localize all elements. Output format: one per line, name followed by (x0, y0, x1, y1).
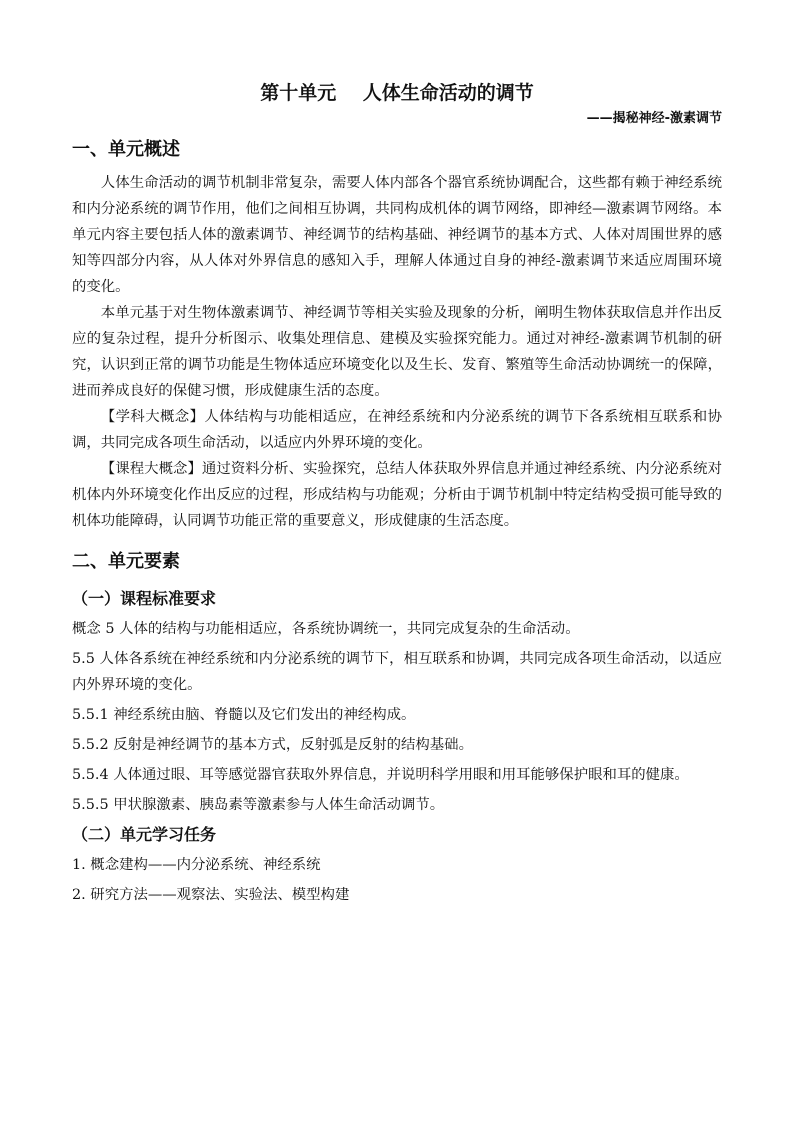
section-heading-elements: 二、单元要素 (72, 551, 180, 572)
overview-paragraph: 人体生命活动的调节机制非常复杂，需要人体内部各个器官系统协调配合，这些都有赖于神经系统和内分泌系统的调节作用，他们之间相互协调，共同构成机体的调节网络，即神经—激素调节网络。本单元内容主要包括人体的激素调节、神经调节的结构基础、神经调节的基本方式、人体对周围世界的感知等四部分内容，从人体对外界信息的感知入手，理解人体通过自身的神经-激素调节来适应周围环境的变化。 (72, 175, 722, 295)
subsection-heading-tasks: （二）单元学习任务 (72, 825, 217, 844)
task-line: 2. 研究方法——观察法、实验法、模型构建 (72, 887, 350, 903)
standard-line: 5.5.5 甲状腺激素、胰岛素等激素参与人体生命活动调节。 (72, 797, 445, 813)
standard-line: 5.5 人体各系统在神经系统和内分泌系统的调节下，相互联系和协调，共同完成各项生命活动，以适应内外界环境的变化。 (72, 651, 722, 693)
standard-line: 5.5.4 人体通过眼、耳等感觉器官获取外界信息，并说明科学用眼和用耳能够保护眼和耳的健康。 (72, 767, 689, 783)
document-title: 第十单元 人体生命活动的调节 (260, 82, 534, 104)
section-heading-overview: 一、单元概述 (72, 139, 180, 160)
standard-line: 5.5.1 神经系统由脑、脊髓以及它们发出的神经构成。 (72, 707, 416, 723)
standard-line: 概念 5 人体的结构与功能相适应，各系统协调统一，共同完成复杂的生命活动。 (72, 621, 580, 637)
overview-paragraph: 本单元基于对生物体激素调节、神经调节等相关实验及现象的分析，阐明生物体获取信息并作出反应的复杂过程，提升分析图示、收集处理信息、建模及实验探究能力。通过对神经-激素调节机制的研究，认识到正常的调节功能是生物体适应环境变化以及生长、发育、繁殖等生命活动协调统一的保障，进而养成良好的保健习惯，形成健康生活的态度。 (72, 305, 722, 399)
document-subtitle: ——揭秘神经-激素调节 (586, 111, 722, 126)
document-page (72, 78, 722, 908)
subject-big-concept-paragraph: 【学科大概念】人体结构与功能相适应，在神经系统和内分泌系统的调节下各系统相互联系和协调，共同完成各项生命活动，以适应内外界环境的变化。 (72, 409, 722, 451)
course-big-concept-paragraph: 【课程大概念】通过资料分析、实验探究，总结人体获取外界信息并通过神经系统、内分泌系统对机体内外环境变化作出反应的过程，形成结构与功能观；分析由于调节机制中特定结构受损可能导致的机体功能障碍，认同调节功能正常的重要意义，形成健康的生活态度。 (72, 461, 722, 529)
standard-line: 5.5.2 反射是神经调节的基本方式，反射弧是反射的结构基础。 (72, 737, 473, 753)
task-line: 1. 概念建构——内分泌系统、神经系统 (72, 857, 321, 873)
subsection-heading-standards: （一）课程标准要求 (72, 589, 217, 608)
